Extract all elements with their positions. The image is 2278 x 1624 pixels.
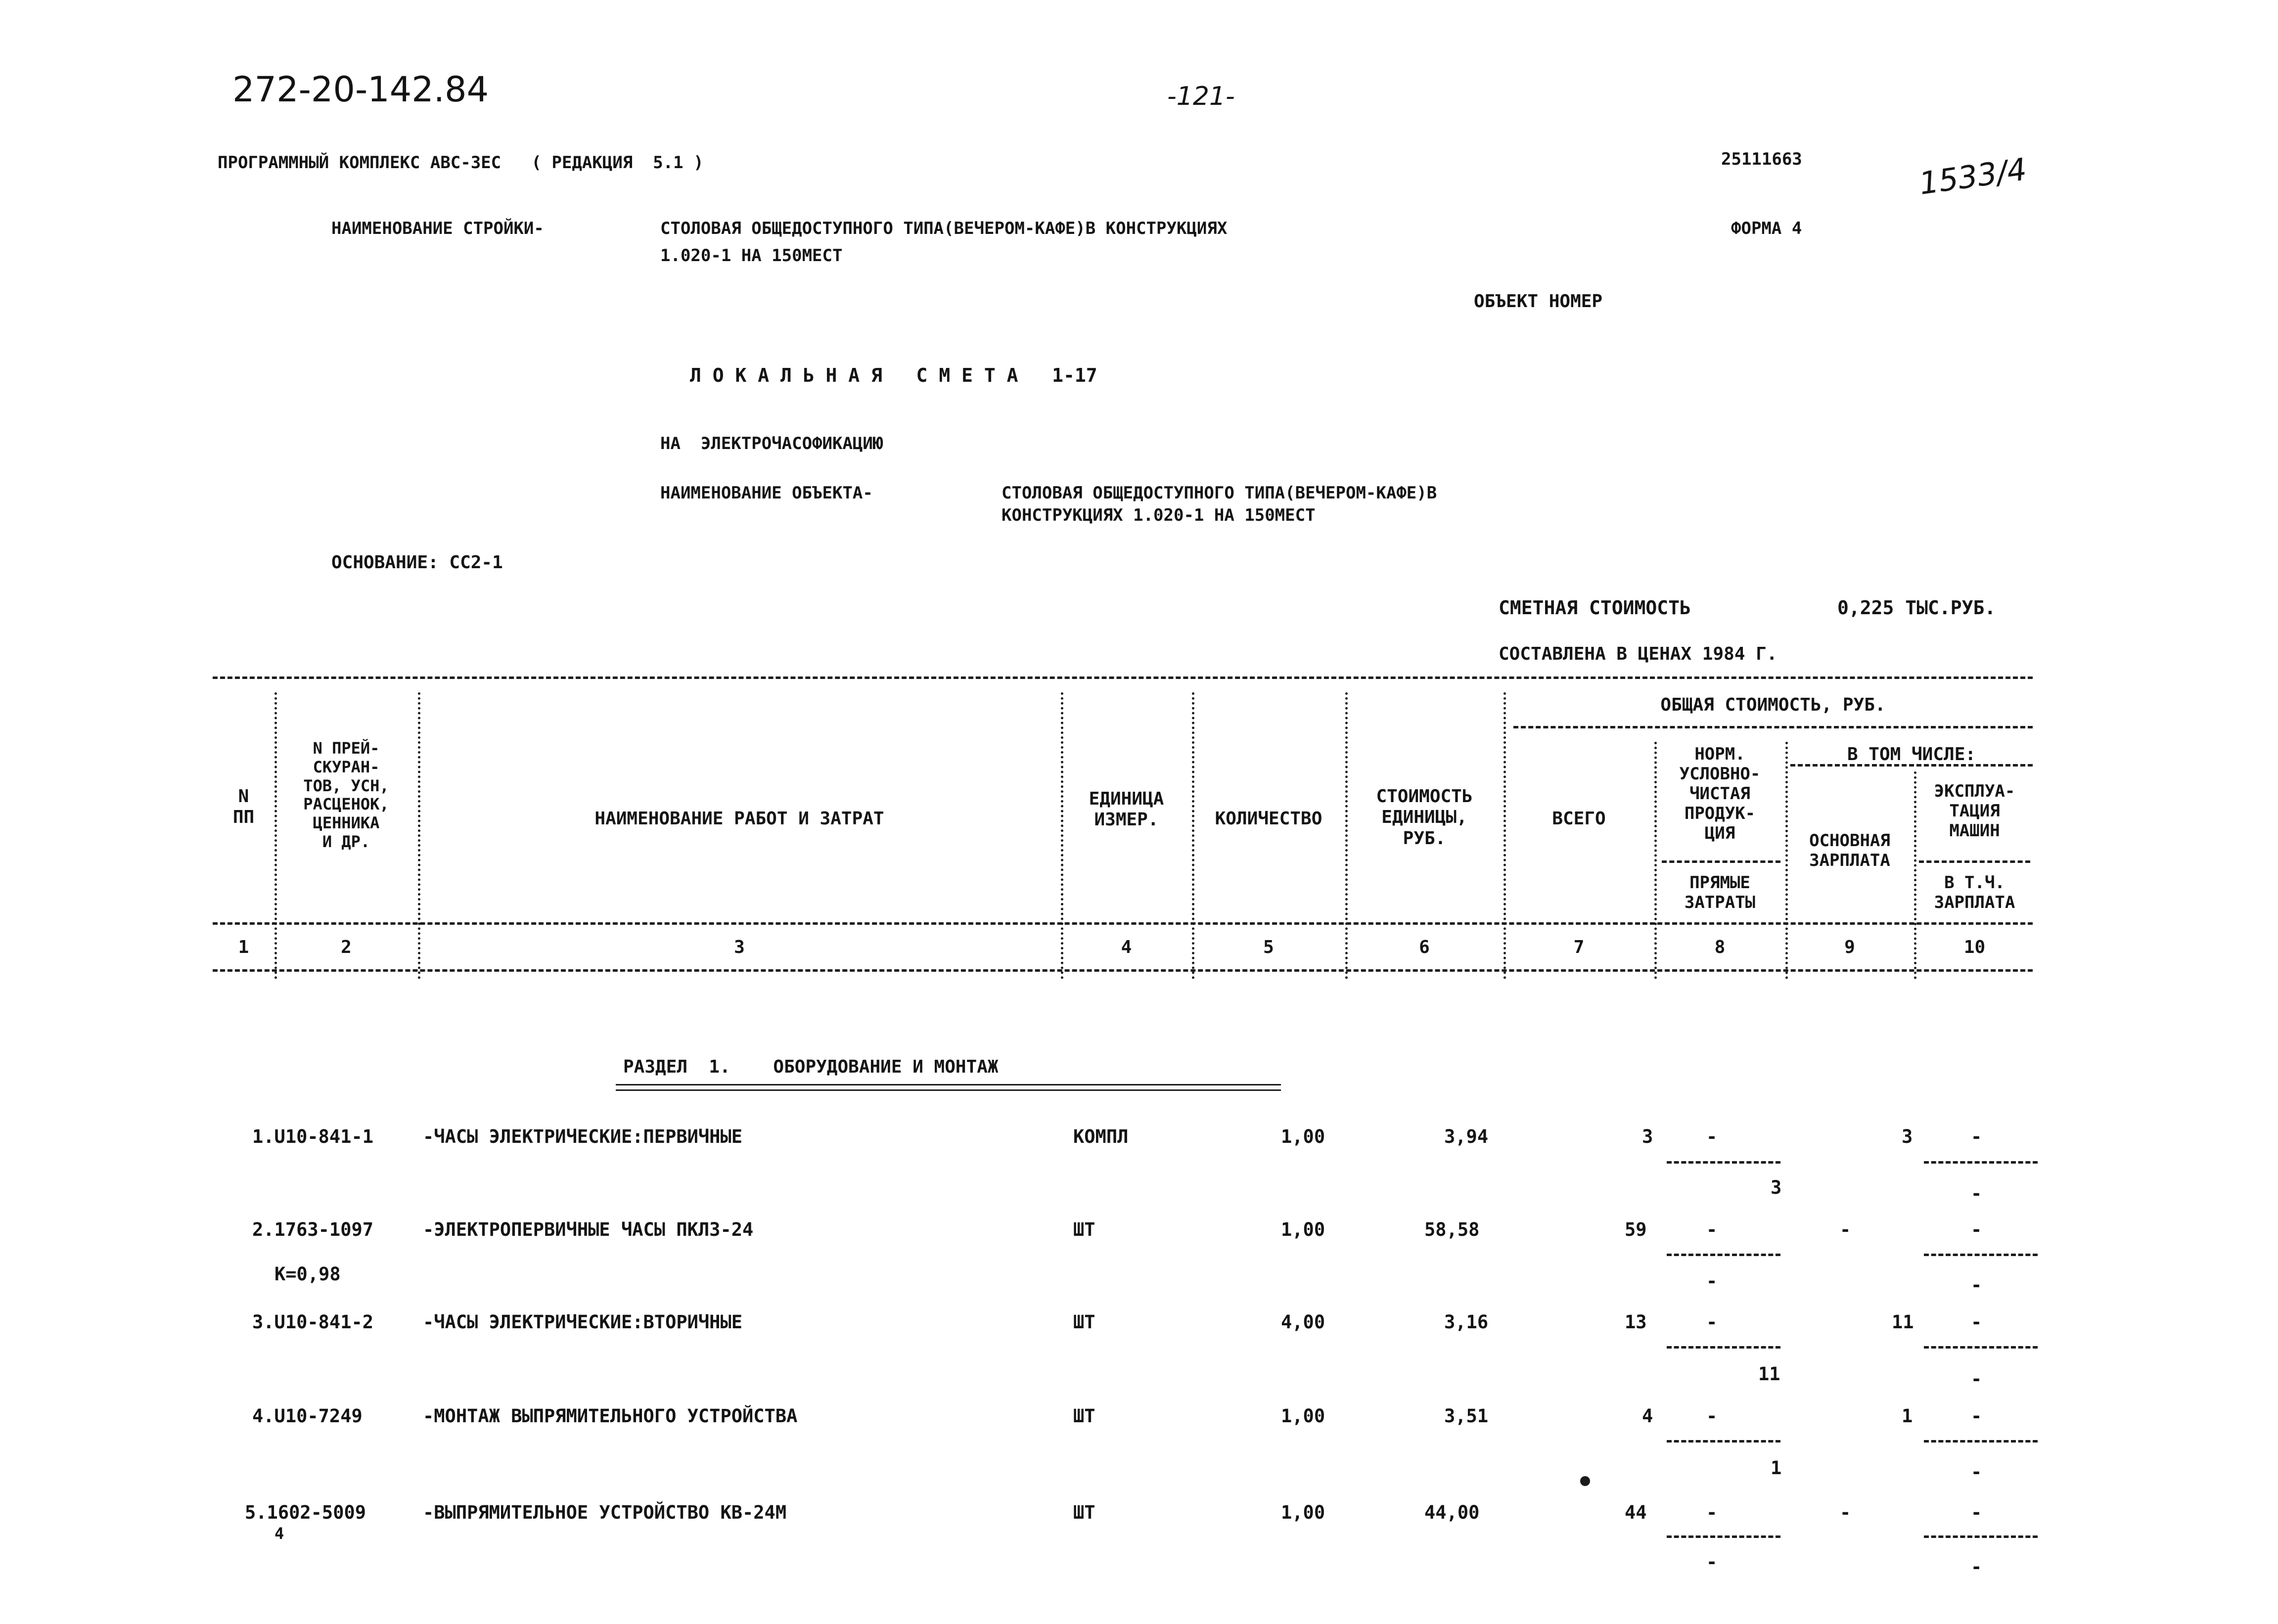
header-including: В ТОМ ЧИСЛЕ: xyxy=(1847,744,1976,765)
row-quantity: 1,00 xyxy=(1281,1502,1325,1523)
header-col-code: N ПРЕЙ- СКУРАН- ТОВ, УСН, РАСЦЕНОК, ЦЕННИКА И ДР. xyxy=(303,739,389,851)
cost-label: СМЕТНАЯ СТОИМОСТЬ xyxy=(1499,597,1691,619)
row-incl-salary: - xyxy=(1971,1183,1982,1204)
row-unit-cost: 3,51 xyxy=(1444,1405,1489,1427)
row-machine-operation-sub: - xyxy=(1971,1405,1982,1427)
row-direct-costs: 3 xyxy=(1771,1177,1782,1198)
row-direct-costs: - xyxy=(1706,1551,1718,1573)
row-incl-salary: - xyxy=(1971,1368,1982,1390)
row-direct-costs: 1 xyxy=(1771,1457,1782,1479)
row-unit: ШТ xyxy=(1073,1405,1095,1427)
row-code: 1.U10-841-1 xyxy=(252,1126,374,1147)
row-total: 44 xyxy=(1625,1502,1647,1523)
row-code: 3.U10-841-2 xyxy=(252,1311,374,1333)
row-unit-cost: 3,94 xyxy=(1444,1126,1489,1147)
row-total: 4 xyxy=(1642,1405,1653,1427)
building-name-line2: 1.020-1 НА 150МЕСТ xyxy=(660,246,843,266)
object-number: ОБЪЕКТ НОМЕР xyxy=(1474,291,1603,312)
col-number: 4 xyxy=(1121,937,1132,957)
header-bottom-rule xyxy=(213,922,2033,925)
row-code: 2.1763-1097 xyxy=(252,1219,374,1240)
row-total: 59 xyxy=(1625,1219,1647,1240)
header-col-unit-cost: СТОИМОСТЬ ЕДИНИЦЫ, РУБ. xyxy=(1376,786,1473,849)
row-machine-operation-sub: - xyxy=(1971,1219,1982,1240)
header-col-unit: ЕДИНИЦА ИЗМЕР. xyxy=(1089,789,1164,830)
basis: ОСНОВАНИЕ: СС2-1 xyxy=(331,552,503,573)
row-subrule xyxy=(1924,1161,2038,1164)
row-name: -ЧАСЫ ЭЛЕКТРИЧЕСКИЕ:ВТОРИЧНЫЕ xyxy=(423,1311,743,1333)
colnum-bottom-rule xyxy=(213,969,2033,972)
header-col-incl-salary: В Т.Ч. ЗАРПЛАТА xyxy=(1934,873,2015,913)
row-incl-salary: - xyxy=(1971,1461,1982,1483)
row-machine-operation-sub: - xyxy=(1971,1126,1982,1147)
estimate-subject: НА ЭЛЕКТРОЧАСОФИКАЦИЮ xyxy=(660,434,883,453)
row-subrule xyxy=(1667,1161,1780,1164)
cost-value: 0,225 ТЫС.РУБ. xyxy=(1837,597,1996,619)
building-label: НАИМЕНОВАНИЕ СТРОЙКИ- xyxy=(331,219,544,238)
row-norm-production: - xyxy=(1706,1502,1718,1523)
col-divider xyxy=(418,692,420,979)
row-name: -ЧАСЫ ЭЛЕКТРИЧЕСКИЕ:ПЕРВИЧНЫЕ xyxy=(423,1126,743,1147)
col-divider xyxy=(1503,692,1506,979)
row-norm-production: - xyxy=(1706,1126,1718,1147)
row-direct-costs: 11 xyxy=(1758,1363,1780,1385)
row-machine-operation: 11 xyxy=(1892,1311,1914,1333)
row-norm-production: - xyxy=(1706,1219,1718,1240)
header-col-base-salary: ОСНОВНАЯ ЗАРПЛАТА xyxy=(1809,831,1890,871)
object-label: НАИМЕНОВАНИЕ ОБЪЕКТА- xyxy=(660,483,873,503)
row-quantity: 1,00 xyxy=(1281,1405,1325,1427)
row-machine-operation: 1 xyxy=(1902,1405,1913,1427)
row-base-salary: - xyxy=(1840,1502,1851,1523)
row-unit: ШТ xyxy=(1073,1502,1095,1523)
col-number: 6 xyxy=(1419,937,1430,957)
header-col-direct-costs: ПРЯМЫЕ ЗАТРАТЫ xyxy=(1684,873,1756,913)
row-quantity: 1,00 xyxy=(1281,1219,1325,1240)
header-col-norm-production: НОРМ. УСЛОВНО- ЧИСТАЯ ПРОДУК- ЦИЯ xyxy=(1679,744,1761,844)
row-subrule xyxy=(1667,1346,1780,1349)
object-name-line2: КОНСТРУКЦИЯХ 1.020-1 НА 150МЕСТ xyxy=(1002,505,1316,525)
row-total: 13 xyxy=(1625,1311,1647,1333)
object-name-line1: СТОЛОВАЯ ОБЩЕДОСТУПНОГО ТИПА(ВЕЧЕРОМ-КАФЕ)В xyxy=(1002,483,1437,503)
row-subrule xyxy=(1667,1440,1780,1443)
row-norm-production: - xyxy=(1706,1405,1718,1427)
row-subrule xyxy=(1924,1346,2038,1349)
handwritten-sheet-number: 1533/4 xyxy=(1916,151,2029,202)
header-col-name: НАИМЕНОВАНИЕ РАБОТ И ЗАТРАТ xyxy=(594,809,884,829)
row-unit: ШТ xyxy=(1073,1311,1095,1333)
col8-subrule xyxy=(1662,860,1780,863)
header-col-quantity: КОЛИЧЕСТВО xyxy=(1215,809,1322,829)
row-subrule xyxy=(1667,1535,1780,1538)
row-unit-cost: 3,16 xyxy=(1444,1311,1489,1333)
header-col-number: N ПП xyxy=(232,786,255,828)
row-subrule xyxy=(1924,1254,2038,1256)
table-top-rule xyxy=(213,677,2033,679)
col10-subrule xyxy=(1919,860,2030,863)
form-label: ФОРМА 4 xyxy=(1731,219,1802,238)
col-number: 2 xyxy=(341,937,352,957)
col-number: 8 xyxy=(1714,937,1726,957)
col-divider xyxy=(1061,692,1063,979)
row-base-salary: - xyxy=(1840,1219,1851,1240)
col-number: 10 xyxy=(1963,937,1986,957)
row-machine-operation: 3 xyxy=(1902,1126,1913,1147)
row-subrule xyxy=(1924,1440,2038,1443)
row-incl-salary: - xyxy=(1971,1274,1982,1296)
section-title: РАЗДЕЛ 1. ОБОРУДОВАНИЕ И МОНТАЖ xyxy=(623,1057,999,1077)
program-line: ПРОГРАММНЫЙ КОМПЛЕКС АВС-ЗЕС ( РЕДАКЦИЯ 5.1 ) xyxy=(218,153,704,173)
print-dot xyxy=(1580,1476,1590,1486)
row-unit-cost: 58,58 xyxy=(1424,1219,1480,1240)
row-unit: ШТ xyxy=(1073,1219,1095,1240)
row-norm-production: - xyxy=(1706,1311,1718,1333)
row-total: 3 xyxy=(1642,1126,1653,1147)
row-code: 5.1602-5009 xyxy=(245,1502,366,1523)
row-name: -ЭЛЕКТРОПЕРВИЧНЫЕ ЧАСЫ ПКЛЗ-24 xyxy=(423,1219,754,1240)
row-name: -МОНТАЖ ВЫПРЯМИТЕЛЬНОГО УСТРОЙСТВА xyxy=(423,1405,798,1427)
row-subrule xyxy=(1924,1535,2038,1538)
program-code: 25111663 xyxy=(1721,149,1802,169)
row-quantity: 4,00 xyxy=(1281,1311,1325,1333)
row-subrule xyxy=(1667,1254,1780,1256)
col-number: 3 xyxy=(734,937,745,957)
row-machine-operation-sub: - xyxy=(1971,1502,1982,1523)
row-unit-cost: 44,00 xyxy=(1424,1502,1480,1523)
prices-note: СОСТАВЛЕНА В ЦЕНАХ 1984 Г. xyxy=(1499,644,1777,664)
col-number: 1 xyxy=(238,937,249,957)
col-number: 9 xyxy=(1844,937,1855,957)
page-number: -121- xyxy=(1167,82,1235,111)
group-header-rule xyxy=(1513,726,2033,728)
header-group-total-cost: ОБЩАЯ СТОИМОСТЬ, РУБ. xyxy=(1660,695,1886,715)
col-number: 5 xyxy=(1263,937,1274,957)
building-name-line1: СТОЛОВАЯ ОБЩЕДОСТУПНОГО ТИПА(ВЕЧЕРОМ-КАФЕ)В КОНСТРУКЦИЯХ xyxy=(660,219,1228,238)
row-quantity: 1,00 xyxy=(1281,1126,1325,1147)
header-col-total: ВСЕГО xyxy=(1552,809,1606,829)
row-machine-operation-sub: - xyxy=(1971,1311,1982,1333)
row-name: -ВЫПРЯМИТЕЛЬНОЕ УСТРОЙСТВО КВ-24М xyxy=(423,1502,787,1523)
row-incl-salary: - xyxy=(1971,1556,1982,1578)
row-coefficient: К=0,98 xyxy=(274,1263,341,1285)
section-underline xyxy=(616,1084,1281,1091)
row-code-suffix: 4 xyxy=(274,1524,284,1543)
row-code: 4.U10-7249 xyxy=(252,1405,363,1427)
row-direct-costs: - xyxy=(1706,1270,1718,1292)
document-number: 272-20-142.84 xyxy=(232,69,489,110)
col-number: 7 xyxy=(1573,937,1585,957)
row-unit: КОМПЛ xyxy=(1073,1126,1129,1147)
col-divider xyxy=(1192,692,1194,979)
header-col-machine-operation: ЭКСПЛУА- ТАЦИЯ МАШИН xyxy=(1934,781,2015,841)
estimate-title: Л О К А Л Ь Н А Я С М Е Т А 1-17 xyxy=(690,364,1097,386)
